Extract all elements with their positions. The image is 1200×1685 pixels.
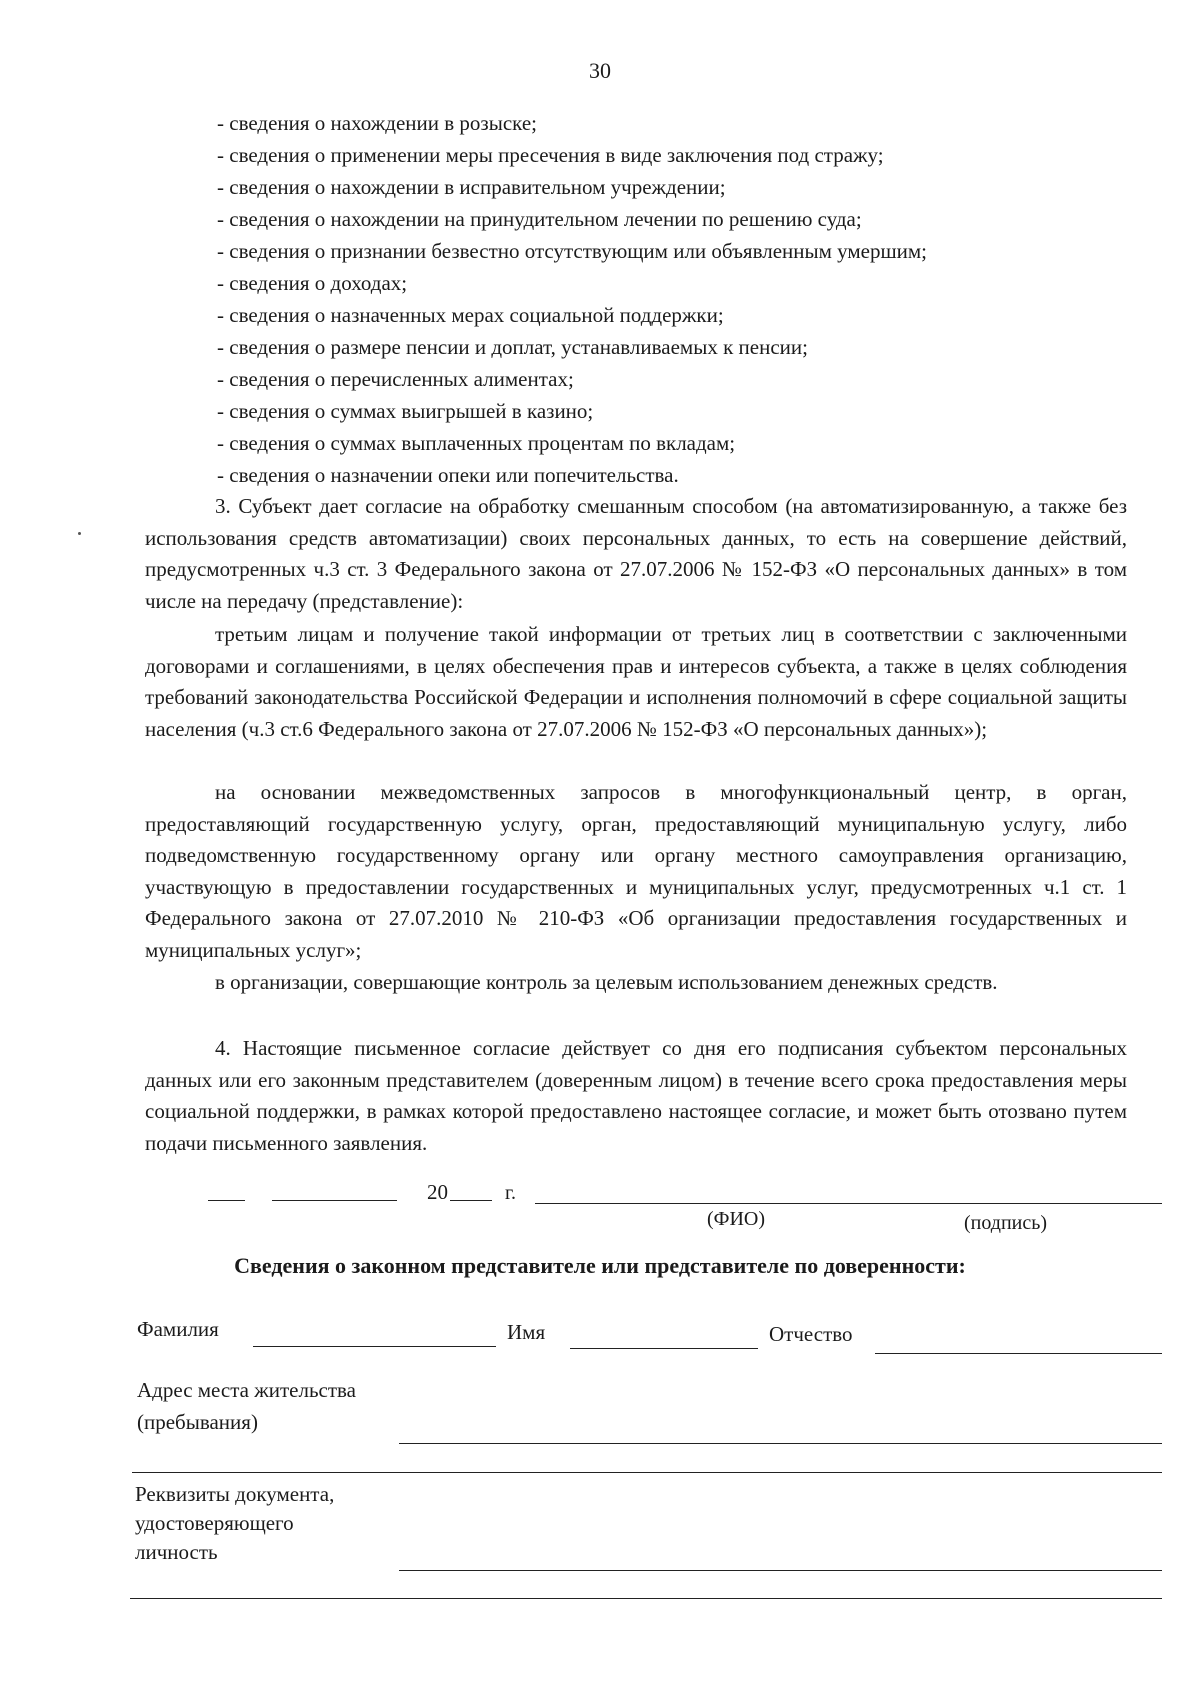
list-item: - сведения о размере пенсии и доплат, устанавливаемых к пенсии; — [217, 335, 808, 359]
address-field[interactable] — [399, 1443, 1162, 1444]
address-field-line2[interactable] — [132, 1472, 1162, 1473]
list-item: - сведения о назначенных мерах социальной поддержки; — [217, 303, 724, 327]
document-field[interactable] — [399, 1570, 1162, 1571]
day-blank[interactable] — [208, 1200, 245, 1201]
consent-data-list — [217, 107, 927, 491]
scan-speck — [78, 532, 81, 535]
surname-field[interactable] — [253, 1346, 496, 1347]
list-item: - сведения о доходах; — [217, 271, 408, 295]
document-label: Реквизиты документа, — [135, 1482, 335, 1506]
patronymic-field[interactable] — [875, 1353, 1162, 1354]
list-item: - сведения о применении меры пресечения в виде заключения под стражу; — [217, 143, 884, 167]
list-item: - сведения о суммах выигрышей в казино; — [217, 399, 594, 423]
list-item: - сведения о нахождении в исправительном учреждении; — [217, 175, 726, 199]
paragraph-interagency: на основании межведомственных запросов в многофункциональный центр, в орган, предоставляющий государственную услугу, орган, предоставляющий муниципальную услугу, либо подведомственную государственному органу или органу местного самоуправления организацию, участвующую в предоставлении государственных и муниципальных услуг, предусмотренных ч.1 ст. 1 Федерального закона от 27.07.2010 № 210-ФЗ «Об организации предоставления государственных и муниципальных услуг»; — [145, 780, 1127, 962]
year-suffix: г. — [505, 1182, 516, 1204]
year-blank[interactable] — [450, 1200, 492, 1201]
surname-label: Фамилия — [137, 1317, 219, 1341]
patronymic-label: Отчество — [769, 1322, 853, 1346]
month-blank[interactable] — [272, 1200, 397, 1201]
list-item: - сведения о нахождении в розыске; — [217, 111, 537, 135]
address-label-cont: (пребывания) — [137, 1410, 258, 1434]
document-label-cont: удостоверяющего — [135, 1511, 294, 1535]
paragraph-third-parties: третьим лицам и получение такой информации от третьих лиц в соответствии с заключенными договорами и соглашениями, в целях обеспечения прав и интересов субъекта, а также в целях соблюдения требований законодательства Российской Федерации и исполнения полномочий в сфере социальной защиты населения (ч.3 ст.6 Федерального закона от 27.07.2006 № 152-ФЗ «О персональных данных»); — [145, 622, 1127, 741]
paragraph-4: 4. Настоящие письменное согласие действует со дня его подписания субъектом персональных данных или его законным представителем (доверенным лицом) в течение всего срока предоставления меры социальной поддержки, в рамках которой предоставлено настоящее согласие, и может быть отозвано путем подачи письменного заявления. — [145, 1036, 1127, 1155]
list-item: - сведения о назначении опеки или попечительства. — [217, 463, 679, 487]
document-field-line2[interactable] — [130, 1598, 1162, 1599]
page-number: 30 — [589, 58, 611, 83]
paragraph-organizations: в организации, совершающие контроль за целевым использованием денежных средств. — [215, 970, 998, 994]
signature-caption: (подпись) — [964, 1212, 1048, 1234]
name-field[interactable] — [570, 1348, 758, 1349]
address-label: Адрес места жительства — [137, 1378, 356, 1402]
representative-heading: Сведения о законном представителе или представителе по доверенности: — [234, 1253, 966, 1278]
list-item: - сведения о перечисленных алиментах; — [217, 367, 574, 391]
fio-caption: (ФИО) — [707, 1208, 766, 1230]
document-label-cont2: личность — [135, 1540, 218, 1564]
list-item: - сведения о суммах выплаченных процентам по вкладам; — [217, 431, 736, 455]
year-prefix: 20 — [427, 1180, 448, 1204]
name-label: Имя — [507, 1320, 546, 1344]
list-item: - сведения о нахождении на принудительном лечении по решению суда; — [217, 207, 862, 231]
list-item: - сведения о признании безвестно отсутствующим или объявленным умершим; — [217, 239, 928, 263]
paragraph-3: 3. Субъект дает согласие на обработку смешанным способом (на автоматизированную, а также без использования средств автоматизации) своих персональных данных, то есть на совершение действий, предусмотренных ч.3 ст. 3 Федерального закона от 27.07.2006 № 152-ФЗ «О персональных данных» в том числе на передачу (представление): — [145, 494, 1127, 613]
signature-line[interactable] — [535, 1203, 1162, 1204]
